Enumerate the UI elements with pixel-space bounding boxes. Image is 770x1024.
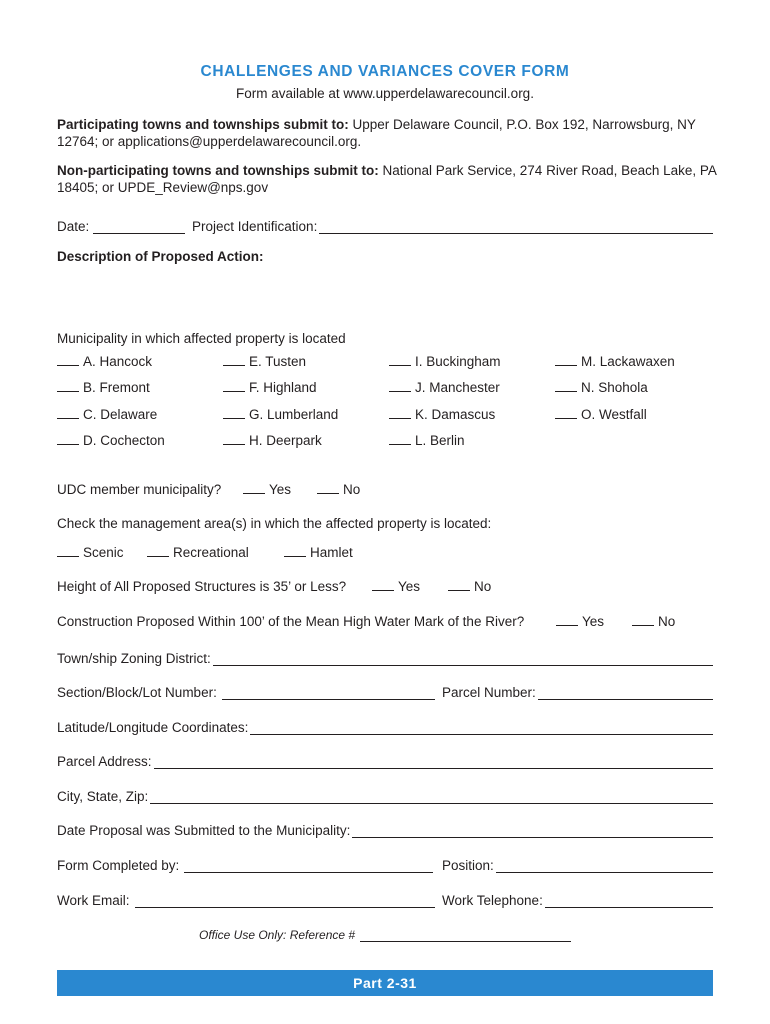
municipality-option[interactable]: M. Lackawaxen xyxy=(555,354,675,369)
lat-long-field[interactable] xyxy=(57,717,713,735)
scenic-option[interactable]: Scenic xyxy=(57,545,124,560)
height-question: Height of All Proposed Structures is 35’ or Less? xyxy=(57,579,347,594)
checkbox-blank[interactable] xyxy=(372,579,394,591)
date-field[interactable] xyxy=(57,216,185,234)
part-number: Part 2-31 xyxy=(353,975,417,991)
checkbox-blank[interactable] xyxy=(223,380,245,392)
project-id-input-line[interactable] xyxy=(319,222,713,234)
participating-address: Upper Delaware Council, P.O. Box 192, Narrowsburg, NY 12764; or applications@upperdelawarecouncil.org. xyxy=(57,117,696,149)
work-telephone-label: Work Telephone: xyxy=(442,893,543,908)
checkbox-blank[interactable] xyxy=(448,579,470,591)
checkbox-blank[interactable] xyxy=(555,354,577,366)
municipality-option[interactable]: E. Tusten xyxy=(223,354,306,369)
municipality-option[interactable]: J. Manchester xyxy=(389,380,500,395)
parcel-address-field[interactable] xyxy=(57,751,713,769)
municipality-option[interactable]: D. Cochecton xyxy=(57,433,165,448)
non-participating-submit-info xyxy=(57,162,717,196)
municipality-option[interactable]: O. Westfall xyxy=(555,407,647,422)
checkbox-blank[interactable] xyxy=(317,482,339,494)
checkbox-blank[interactable] xyxy=(57,380,79,392)
non-participating-address: National Park Service, 274 River Road, Beach Lake, PA 18405; or UPDE_Review@nps.gov xyxy=(57,163,717,195)
checkbox-blank[interactable] xyxy=(57,545,79,557)
date-submitted-input-line[interactable] xyxy=(352,826,713,838)
work-telephone-input-line[interactable] xyxy=(545,896,713,908)
parcel-address-input-line[interactable] xyxy=(154,757,713,769)
municipality-option[interactable]: H. Deerpark xyxy=(223,433,322,448)
checkbox-blank[interactable] xyxy=(57,407,79,419)
work-email-input-line[interactable] xyxy=(135,896,435,908)
recreational-option[interactable]: Recreational xyxy=(147,545,249,560)
completed-by-field[interactable] xyxy=(57,855,433,873)
municipality-option[interactable]: I. Buckingham xyxy=(389,354,501,369)
date-label: Date: xyxy=(57,219,90,234)
zoning-district-label: Town/ship Zoning District: xyxy=(57,651,211,666)
checkbox-blank[interactable] xyxy=(555,407,577,419)
management-area-prompt: Check the management area(s) in which the affected property is located: xyxy=(57,516,492,531)
parcel-address-label: Parcel Address: xyxy=(57,754,152,769)
checkbox-blank[interactable] xyxy=(555,380,577,392)
project-id-field[interactable] xyxy=(192,216,713,234)
checkbox-blank[interactable] xyxy=(147,545,169,557)
checkbox-blank[interactable] xyxy=(223,407,245,419)
municipality-prompt: Municipality in which affected property is located xyxy=(57,331,346,346)
non-participating-label: Non-participating towns and townships submit to: xyxy=(57,163,379,178)
checkbox-blank[interactable] xyxy=(284,545,306,557)
checkbox-blank[interactable] xyxy=(57,354,79,366)
participating-label: Participating towns and townships submit to: xyxy=(57,117,349,132)
checkbox-blank[interactable] xyxy=(632,614,654,626)
parcel-number-field[interactable] xyxy=(442,682,713,700)
completed-by-label: Form Completed by: xyxy=(57,858,180,873)
form-availability: Form available at www.upperdelawarecouncil.org. xyxy=(236,86,534,101)
municipality-option[interactable]: G. Lumberland xyxy=(223,407,338,422)
municipality-option[interactable]: B. Fremont xyxy=(57,380,150,395)
zoning-district-input-line[interactable] xyxy=(213,654,713,666)
construction-question: Construction Proposed Within 100’ of the Mean High Water Mark of the River? xyxy=(57,614,525,629)
parcel-number-input-line[interactable] xyxy=(538,688,713,700)
checkbox-blank[interactable] xyxy=(389,380,411,392)
zoning-district-field[interactable] xyxy=(57,648,713,666)
lat-long-input-line[interactable] xyxy=(250,723,713,735)
lat-long-label: Latitude/Longitude Coordinates: xyxy=(57,720,249,735)
position-label: Position: xyxy=(442,858,494,873)
form-title: CHALLENGES AND VARIANCES COVER FORM xyxy=(200,63,570,80)
hamlet-option[interactable]: Hamlet xyxy=(284,545,353,560)
checkbox-blank[interactable] xyxy=(223,433,245,445)
completed-by-input-line[interactable] xyxy=(184,861,433,873)
checkbox-blank[interactable] xyxy=(389,354,411,366)
checkbox-blank[interactable] xyxy=(389,433,411,445)
height-no-option[interactable]: No xyxy=(448,579,491,594)
office-use-field[interactable] xyxy=(199,924,571,942)
municipality-option[interactable]: K. Damascus xyxy=(389,407,495,422)
checkbox-blank[interactable] xyxy=(223,354,245,366)
date-submitted-label: Date Proposal was Submitted to the Municipality: xyxy=(57,823,351,838)
description-label: Description of Proposed Action: xyxy=(57,249,264,264)
checkbox-blank[interactable] xyxy=(57,433,79,445)
municipality-option[interactable]: A. Hancock xyxy=(57,354,152,369)
height-yes-option[interactable]: Yes xyxy=(372,579,420,594)
office-use-label: Office Use Only: Reference # xyxy=(199,928,356,942)
section-block-lot-label: Section/Block/Lot Number: xyxy=(57,685,217,700)
date-submitted-field[interactable] xyxy=(57,820,713,838)
date-input-line[interactable] xyxy=(93,222,185,234)
participating-submit-info xyxy=(57,116,717,150)
parcel-number-label: Parcel Number: xyxy=(442,685,536,700)
construction-no-option[interactable]: No xyxy=(632,614,675,629)
city-state-zip-input-line[interactable] xyxy=(150,792,713,804)
office-use-input-line[interactable] xyxy=(360,930,571,942)
project-id-label: Project Identification: xyxy=(192,219,318,234)
udc-yes-option[interactable]: Yes xyxy=(243,482,291,497)
work-email-label: Work Email: xyxy=(57,893,130,908)
city-state-zip-field[interactable] xyxy=(57,786,713,804)
udc-no-option[interactable]: No xyxy=(317,482,360,497)
construction-yes-option[interactable]: Yes xyxy=(556,614,604,629)
checkbox-blank[interactable] xyxy=(243,482,265,494)
city-state-zip-label: City, State, Zip: xyxy=(57,789,149,804)
udc-member-question: UDC member municipality? xyxy=(57,482,222,497)
checkbox-blank[interactable] xyxy=(389,407,411,419)
position-input-line[interactable] xyxy=(496,861,713,873)
municipality-option[interactable]: C. Delaware xyxy=(57,407,157,422)
work-telephone-field[interactable] xyxy=(442,890,713,908)
municipality-option[interactable]: F. Highland xyxy=(223,380,317,395)
page-footer-bar xyxy=(57,970,713,996)
work-email-field[interactable] xyxy=(57,890,435,908)
section-block-lot-field[interactable] xyxy=(57,682,435,700)
section-block-lot-input-line[interactable] xyxy=(222,688,435,700)
municipality-option[interactable]: N. Shohola xyxy=(555,380,648,395)
checkbox-blank[interactable] xyxy=(556,614,578,626)
position-field[interactable] xyxy=(442,855,713,873)
municipality-option[interactable]: L. Berlin xyxy=(389,433,465,448)
